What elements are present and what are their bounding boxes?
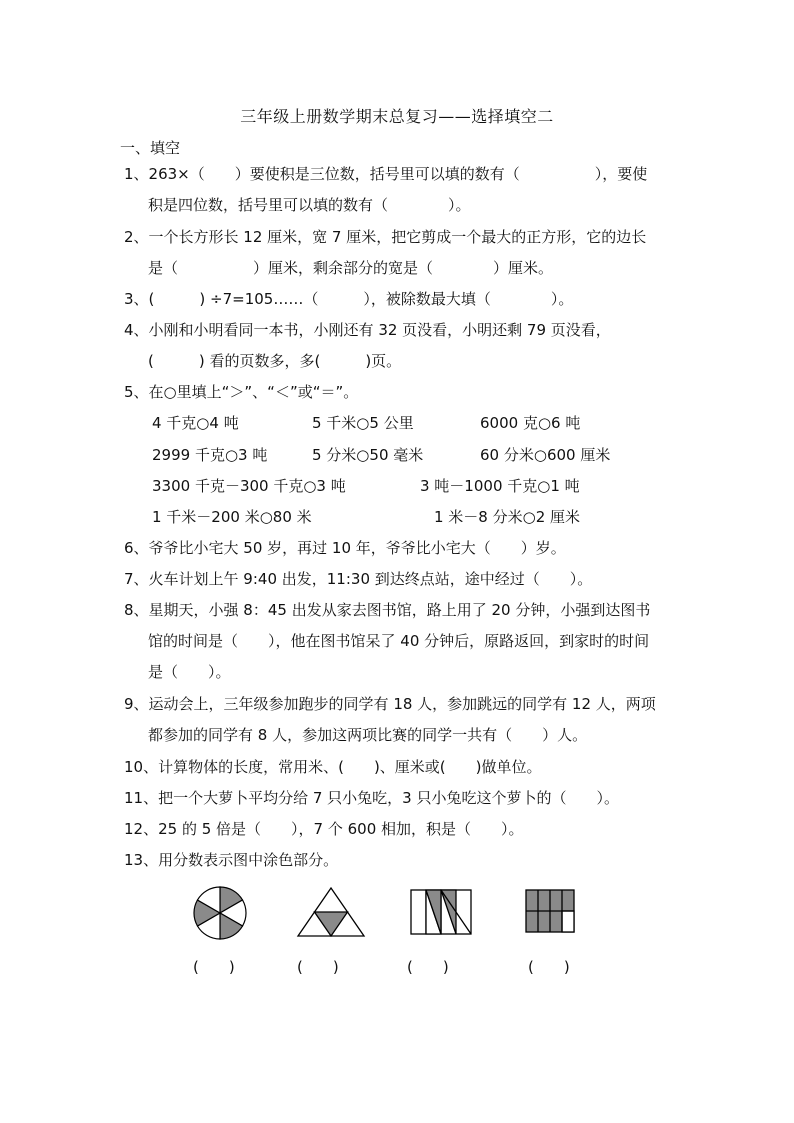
compare-item: 3 吨－1000 千克○1 吨 (420, 477, 580, 495)
answer-blank[interactable]: ( ) (407, 958, 449, 976)
question-11: 11、把一个大萝卜平均分给 7 只小兔吃，3 只小兔吃这个萝卜的（ ）。 (124, 789, 619, 807)
compare-item: 1 米－8 分米○2 厘米 (434, 508, 581, 526)
page-title: 三年级上册数学期末总复习——选择填空二 (240, 107, 554, 126)
compare-item: 1 千米－200 米○80 米 (152, 508, 312, 526)
question-1-line-1: 1、263×（ ）要使积是三位数，括号里可以填的数有（ ），要使 (124, 165, 648, 183)
question-13: 13、用分数表示图中涂色部分。 (124, 851, 339, 869)
compare-item: 5 千米○5 公里 (312, 414, 414, 432)
compare-item: 3300 千克－300 千克○3 吨 (152, 477, 346, 495)
question-10: 10、计算物体的长度，常用米、( )、厘米或( )做单位。 (124, 758, 542, 776)
compare-item: 5 分米○50 毫米 (312, 446, 424, 464)
question-7: 7、火车计划上午 9:40 出发，11:30 到达终点站，途中经过（ ）。 (124, 570, 593, 588)
triangle-fraction-figure (296, 886, 366, 938)
compare-item: 60 分米○600 厘米 (480, 446, 611, 464)
section-heading: 一、填空 (120, 139, 181, 157)
question-8-line-2: 馆的时间是（ ），他在图书馆呆了 40 分钟后，原路返回，到家时的时间 (148, 632, 650, 650)
compare-item: 2999 千克○3 吨 (152, 446, 268, 464)
answer-blank[interactable]: ( ) (297, 958, 339, 976)
grid-fraction-figure (524, 888, 576, 934)
question-4-line-1: 4、小刚和小明看同一本书，小刚还有 32 页没看，小明还剩 79 页没看， (124, 321, 611, 339)
question-3: 3、( ) ÷7=105……（ ），被除数最大填（ ）。 (124, 290, 574, 308)
question-12: 12、25 的 5 倍是（ ），7 个 600 相加，积是（ ）。 (124, 820, 524, 838)
question-8-line-1: 8、星期天，小强 8：45 出发从家去图书馆，路上用了 20 分钟，小强到达图书 (124, 601, 651, 619)
question-4-line-2: ( ) 看的页数多，多( )页。 (148, 352, 402, 370)
circle-fraction-figure (192, 885, 248, 941)
question-2-line-1: 2、一个长方形长 12 厘米，宽 7 厘米，把它剪成一个最大的正方形，它的边长 (124, 228, 647, 246)
question-2-line-2: 是（ ）厘米，剩余部分的宽是（ ）厘米。 (148, 259, 554, 277)
rectangle-triangles-figure (409, 888, 473, 936)
question-9-line-1: 9、运动会上，三年级参加跑步的同学有 18 人，参加跳远的同学有 12 人，两项 (124, 695, 656, 713)
compare-item: 6000 克○6 吨 (480, 414, 581, 432)
question-1-line-2: 积是四位数，括号里可以填的数有（ ）。 (148, 196, 471, 214)
question-5-prompt: 5、在○里填上“＞”、“＜”或“＝”。 (124, 383, 359, 401)
compare-item: 4 千克○4 吨 (152, 414, 239, 432)
answer-blank[interactable]: ( ) (528, 958, 570, 976)
question-6: 6、爷爷比小宅大 50 岁，再过 10 年，爷爷比小宅大（ ）岁。 (124, 539, 566, 557)
question-8-line-3: 是（ ）。 (148, 663, 231, 681)
question-9-line-2: 都参加的同学有 8 人，参加这两项比赛的同学一共有（ ）人。 (148, 726, 588, 744)
answer-blank[interactable]: ( ) (193, 958, 235, 976)
